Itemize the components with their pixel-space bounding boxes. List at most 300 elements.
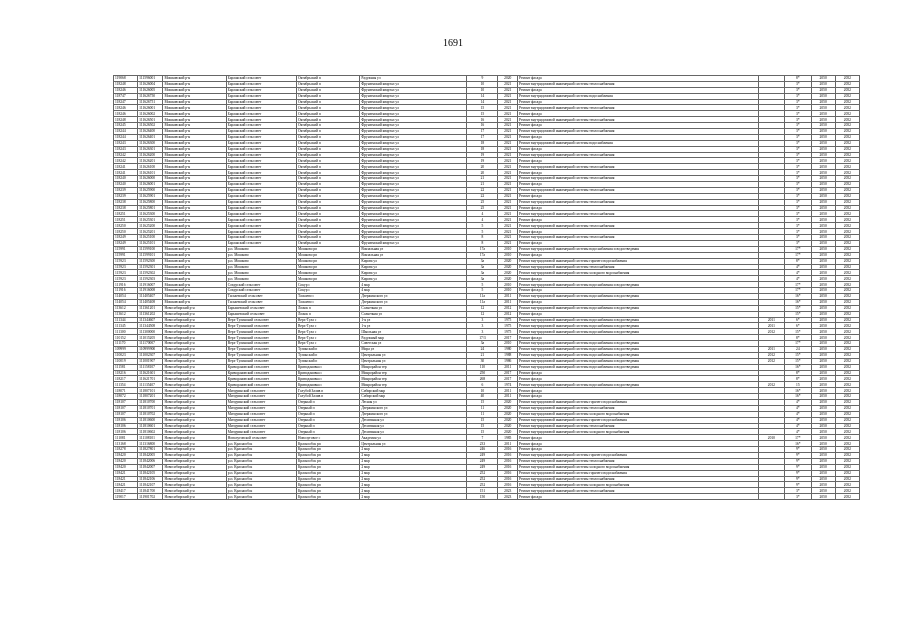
street-cell: Советская ул — [360, 341, 467, 347]
element-id-cell: 111361202 — [138, 311, 163, 317]
settlement-cell: Октябрьский п — [297, 117, 360, 123]
house-id-cell: 111081 — [114, 435, 138, 441]
plan-end-cell: 2052 — [835, 187, 859, 193]
settlement-cell: Мошково рп — [297, 270, 360, 276]
house-number-cell: 19 — [467, 158, 498, 164]
house-id-cell: 118243 — [114, 146, 138, 152]
street-cell: Кирова ул — [360, 276, 467, 282]
plan-end-cell: 2052 — [835, 129, 859, 135]
commissioning-year-cell: 2021 — [498, 129, 518, 135]
settlement-cell: Октябрьский п — [297, 81, 360, 87]
plan-end-cell: 2052 — [835, 223, 859, 229]
house-id-cell: 118240 — [114, 176, 138, 182]
commissioning-year-cell: 1986 — [498, 358, 518, 364]
work-type-cell: Ремонт внутридомовой инженерной системы теплоснабжения — [518, 458, 759, 464]
wear-cell: 3* — [785, 140, 811, 146]
municipality-cell: Барлакский сельсовет — [226, 182, 296, 188]
district-cell: Новосибирский р-н — [163, 370, 226, 376]
wear-cell: 3* — [785, 158, 811, 164]
commissioning-year-cell: 1985 — [498, 435, 518, 441]
house-number-cell: 10 — [467, 87, 498, 93]
municipality-cell: р.п. Мошково — [226, 252, 296, 258]
house-number-cell: 3а — [467, 258, 498, 264]
street-cell: Дзержинского ул — [360, 293, 467, 299]
house-id-cell: 118241 — [114, 170, 138, 176]
plan-end-cell: 2052 — [835, 164, 859, 170]
municipality-cell: р.п. Мошково — [226, 264, 296, 270]
municipality-cell: Мичуринский сельсовет — [226, 394, 296, 400]
house-number-cell: 17а — [467, 246, 498, 252]
settlement-cell: Озерный п — [297, 411, 360, 417]
plan-start-cell: 2050 — [811, 335, 835, 341]
street-cell: Кирова ул — [360, 264, 467, 270]
commissioning-year-cell: 2021 — [498, 146, 518, 152]
house-id-cell: 119068 — [114, 76, 138, 82]
commissioning-year-cell: 2021 — [498, 235, 518, 241]
street-cell: 2 мкр — [360, 494, 467, 500]
plan-start-cell: 2050 — [811, 76, 835, 82]
district-cell: Мошковский р-н — [163, 293, 226, 299]
house-number-cell: 30 — [467, 358, 498, 364]
house-id-cell: 118248 — [114, 117, 138, 123]
street-cell: Фрунзенский квартал ул — [360, 158, 467, 164]
municipality-cell: Верх-Тулинский сельсовет — [226, 352, 296, 358]
commissioning-year-cell: 2012 — [498, 311, 518, 317]
commissioning-year-cell: 2020 — [498, 270, 518, 276]
house-id-cell: 118246 — [114, 111, 138, 117]
house-id-cell: 119017 — [114, 494, 138, 500]
house-number-cell: 16 — [467, 123, 498, 129]
district-cell: Мошковский р-н — [163, 288, 226, 294]
settlement-cell: Октябрьский п — [297, 105, 360, 111]
house-number-cell: 150 — [467, 494, 498, 500]
wear-cell: 9* — [785, 447, 811, 453]
house-id-cell: 115923 — [114, 264, 138, 270]
settlement-cell: Верх-Тула с — [297, 317, 360, 323]
plan-end-cell: 2052 — [835, 229, 859, 235]
municipality-cell: р.п. Краснообск — [226, 488, 296, 494]
wear-cell: 9* — [785, 476, 811, 482]
district-cell: Мошковский р-н — [163, 123, 226, 129]
element-id-cell: 111592301 — [138, 264, 163, 270]
element-id-cell: 111827801 — [138, 447, 163, 453]
district-cell: Новосибирский р-н — [163, 358, 226, 364]
commissioning-year-cell: 2020 — [498, 423, 518, 429]
settlement-cell: Краснообск рп — [297, 494, 360, 500]
street-cell: Микрорайон тер — [360, 376, 467, 382]
plan-end-cell: 2052 — [835, 240, 859, 246]
house-number-cell: 4 — [467, 217, 498, 223]
street-cell: Фрунзенский квартал ул — [360, 93, 467, 99]
house-number-cell: 18 — [467, 146, 498, 152]
plan-start-cell: 2050 — [811, 317, 835, 323]
district-cell: Новосибирский р-н — [163, 494, 226, 500]
plan-end-cell: 2052 — [835, 205, 859, 211]
settlement-cell: Краснообск рп — [297, 441, 360, 447]
house-id-cell: 118250 — [114, 223, 138, 229]
district-cell: Мошковский р-н — [163, 87, 226, 93]
district-cell: Новосибирский р-н — [163, 317, 226, 323]
element-id-cell: 111405407 — [138, 293, 163, 299]
municipality-cell: Барышевский сельсовет — [226, 305, 296, 311]
district-cell: Новосибирский р-н — [163, 346, 226, 352]
plan-end-cell: 2052 — [835, 293, 859, 299]
wear-cell: 4* — [785, 276, 811, 282]
house-id-cell: 118241 — [114, 164, 138, 170]
commissioning-year-cell: 2011 — [498, 293, 518, 299]
street-cell: Фрунзенский квартал ул — [360, 217, 467, 223]
plan-end-cell: 2052 — [835, 270, 859, 276]
plan-end-cell: 2052 — [835, 134, 859, 140]
settlement-cell: Таскаево с — [297, 299, 360, 305]
plan-end-cell: 2052 — [835, 211, 859, 217]
plan-start-cell: 2050 — [811, 364, 835, 370]
commissioning-year-cell: 2012 — [498, 305, 518, 311]
municipality-cell: Барлакский сельсовет — [226, 99, 296, 105]
work-type-cell: Ремонт фасада — [518, 182, 759, 188]
settlement-cell: Озерный п — [297, 405, 360, 411]
street-cell: Солнечная ул — [360, 305, 467, 311]
plan-start-cell: 2050 — [811, 111, 835, 117]
work-type-cell: Ремонт фасада — [518, 134, 759, 140]
plan-end-cell: 2052 — [835, 429, 859, 435]
plan-end-cell: 2052 — [835, 117, 859, 123]
settlement-cell: Октябрьский п — [297, 123, 360, 129]
house-number-cell: 249 — [467, 458, 498, 464]
settlement-cell: Ложок п — [297, 311, 360, 317]
house-id-cell: 118106 — [114, 417, 138, 423]
municipality-cell: Мичуринский сельсовет — [226, 429, 296, 435]
house-number-cell: 5 — [467, 223, 498, 229]
settlement-cell: Тулинский п — [297, 352, 360, 358]
work-type-cell: Ремонт внутридомовой инженерной системы холодного водоснабжения — [518, 411, 759, 417]
street-cell: Центральная ул — [360, 441, 467, 447]
commissioning-year-cell: 2021 — [498, 182, 518, 188]
commissioning-year-cell: 2021 — [498, 170, 518, 176]
commissioning-year-cell: 2016 — [498, 458, 518, 464]
wear-cell: 4* — [785, 417, 811, 423]
street-cell: Фрунзенский квартал ул — [360, 193, 467, 199]
element-id-cell: 111626301 — [138, 146, 163, 152]
district-cell: Новосибирский р-н — [163, 435, 226, 441]
house-id-cell: 110019 — [114, 358, 138, 364]
street-cell: Фрунзенский квартал ул — [360, 111, 467, 117]
plan-start-cell: 2050 — [811, 223, 835, 229]
street-cell: Фрунзенский квартал ул — [360, 176, 467, 182]
municipality-cell: Барлакский сельсовет — [226, 187, 296, 193]
district-cell: Мошковский р-н — [163, 240, 226, 246]
street-cell: Десятинная ул — [360, 429, 467, 435]
work-type-cell: Ремонт фасада — [518, 217, 759, 223]
settlement-cell: Октябрьский п — [297, 205, 360, 211]
house-number-cell: 15 — [467, 105, 498, 111]
street-cell: Фрунзенский квартал ул — [360, 87, 467, 93]
house-id-cell: 118246 — [114, 87, 138, 93]
district-cell: Мошковский р-н — [163, 146, 226, 152]
house-number-cell: 3а — [467, 270, 498, 276]
commissioning-year-cell: 2021 — [498, 111, 518, 117]
work-type-cell: Ремонт внутридомовой инженерной системы теплоснабжения — [518, 488, 759, 494]
element-id-cell: 111621701 — [138, 376, 163, 382]
work-type-cell: Ремонт внутридомовой инженерной системы водоснабжения и водоотведения — [518, 246, 759, 252]
element-id-cell: 111626005 — [138, 87, 163, 93]
municipality-cell: Верх-Тулинский сельсовет — [226, 341, 296, 347]
plan-start-cell: 2050 — [811, 264, 835, 270]
wear-cell: 17* — [785, 341, 811, 347]
plan-start-cell: 2050 — [811, 117, 835, 123]
house-number-cell: 3а — [467, 276, 498, 282]
settlement-cell: Таскаево с — [297, 293, 360, 299]
plan-end-cell: 2052 — [835, 276, 859, 282]
street-cell: 4 мкр — [360, 282, 467, 288]
work-type-cell: Ремонт фасада — [518, 87, 759, 93]
house-number-cell: 15 — [467, 423, 498, 429]
wear-cell: 15* — [785, 311, 811, 317]
element-id-cell: 111599100 — [138, 246, 163, 252]
element-id-cell: 111626401 — [138, 134, 163, 140]
municipality-cell: Барышевский сельсовет — [226, 311, 296, 317]
settlement-cell: Октябрьский п — [297, 129, 360, 135]
plan-start-cell: 2050 — [811, 453, 835, 459]
plan-end-cell: 2052 — [835, 435, 859, 441]
element-id-cell: 111626101 — [138, 170, 163, 176]
municipality-cell: Барлакский сельсовет — [226, 158, 296, 164]
work-type-cell: Ремонт фасада — [518, 252, 759, 258]
municipality-cell: Барлакский сельсовет — [226, 87, 296, 93]
wear-cell: 16* — [785, 299, 811, 305]
district-cell: Мошковский р-н — [163, 176, 226, 182]
municipality-cell: Верх-Тулинский сельсовет — [226, 323, 296, 329]
house-id-cell: 113612 — [114, 305, 138, 311]
commissioning-year-cell: 2017 — [498, 376, 518, 382]
element-id-cell: 111626502 — [138, 123, 163, 129]
work-type-cell: Ремонт внутридомовой инженерной системы горячего водоснабжения — [518, 258, 759, 264]
work-type-cell: Ремонт внутридомовой инженерной системы холодного водоснабжения — [518, 270, 759, 276]
municipality-cell: Сокурский сельсовет — [226, 282, 296, 288]
wear-cell: 3* — [785, 99, 811, 105]
wear-cell: 16* — [785, 293, 811, 299]
street-cell: Фрунзенский квартал ул — [360, 182, 467, 188]
settlement-cell: Верх-Тула с — [297, 329, 360, 335]
house-id-cell: 118421 — [114, 482, 138, 488]
district-cell: Мошковский р-н — [163, 76, 226, 82]
district-cell: Мошковский р-н — [163, 229, 226, 235]
plan-start-cell: 2050 — [811, 441, 835, 447]
house-number-cell: 3 — [467, 323, 498, 329]
commissioning-year-cell: 2016 — [498, 482, 518, 488]
element-id-cell: 111810602 — [138, 429, 163, 435]
element-id-cell: 111015205 — [138, 335, 163, 341]
house-id-cell: 109999 — [114, 346, 138, 352]
commissioning-year-cell: 2016 — [498, 447, 518, 453]
district-cell: Новосибирский р-н — [163, 482, 226, 488]
settlement-cell: Мошково рп — [297, 258, 360, 264]
street-cell: Фрунзенский квартал ул — [360, 164, 467, 170]
work-type-cell: Ремонт внутридомовой инженерной системы водоснабжения и водоотведения — [518, 323, 759, 329]
municipality-cell: Барлакский сельсовет — [226, 193, 296, 199]
house-number-cell: 20 — [467, 170, 498, 176]
commissioning-year-cell: 2021 — [498, 81, 518, 87]
wear-cell: 3* — [785, 93, 811, 99]
municipality-cell: Барлакский сельсовет — [226, 152, 296, 158]
work-type-cell: Ремонт внутридомовой инженерной системы теплоснабжения — [518, 164, 759, 170]
municipality-cell: Барлакский сельсовет — [226, 76, 296, 82]
wear-cell: 15* — [785, 305, 811, 311]
plan-end-cell: 2052 — [835, 453, 859, 459]
plan-end-cell: 2052 — [835, 311, 859, 317]
plan-start-cell: 2050 — [811, 81, 835, 87]
street-cell: Микрорайон тер — [360, 370, 467, 376]
street-cell: 2 мкр — [360, 482, 467, 488]
plan-start-cell: 2050 — [811, 423, 835, 429]
element-id-cell: 111625101 — [138, 240, 163, 246]
house-id-cell: 118747 — [114, 93, 138, 99]
commissioning-year-cell: 2020 — [498, 429, 518, 435]
element-id-cell: 111344508 — [138, 323, 163, 329]
element-id-cell: 111810701 — [138, 405, 163, 411]
house-id-cell: 118251 — [114, 211, 138, 217]
plan-start-cell: 2050 — [811, 458, 835, 464]
district-cell: Мошковский р-н — [163, 170, 226, 176]
district-cell: Новосибирский р-н — [163, 405, 226, 411]
street-cell: 2 мкр — [360, 476, 467, 482]
house-id-cell: 115991 — [114, 246, 138, 252]
settlement-cell: Октябрьский п — [297, 229, 360, 235]
settlement-cell: Краснообск рп — [297, 470, 360, 476]
plan-start-cell: 2050 — [811, 99, 835, 105]
house-id-cell: 118107 — [114, 411, 138, 417]
district-cell: Новосибирский р-н — [163, 341, 226, 347]
municipality-cell: Барлакский сельсовет — [226, 117, 296, 123]
plan-end-cell: 2052 — [835, 81, 859, 87]
work-type-cell: Ремонт внутридомовой инженерной системы горячего водоснабжения — [518, 417, 759, 423]
element-id-cell: 111599101 — [138, 252, 163, 258]
house-number-cell: 5 — [467, 282, 498, 288]
street-cell: Фрунзенский квартал ул — [360, 81, 467, 87]
plan-end-cell: 2052 — [835, 352, 859, 358]
commissioning-year-cell: 1980 — [498, 346, 518, 352]
plan-end-cell: 2052 — [835, 99, 859, 105]
house-number-cell: 20 — [467, 164, 498, 170]
wear-cell: 3* — [785, 105, 811, 111]
plan-start-cell: 2050 — [811, 258, 835, 264]
district-cell: Мошковский р-н — [163, 105, 226, 111]
wear-cell: 9* — [785, 470, 811, 476]
settlement-cell: Краснообск рп — [297, 488, 360, 494]
plan-start-cell: 2050 — [811, 447, 835, 453]
house-id-cell: 111170 — [114, 341, 138, 347]
plan-start-cell: 2050 — [811, 399, 835, 405]
district-cell: Мошковский р-н — [163, 270, 226, 276]
street-cell: Фрунзенский квартал ул — [360, 99, 467, 105]
element-id-cell: 111842105 — [138, 470, 163, 476]
element-id-cell: 111810600 — [138, 417, 163, 423]
plan-end-cell: 2052 — [835, 282, 859, 288]
street-cell: Фрунзенский квартал ул — [360, 229, 467, 235]
district-cell: Мошковский р-н — [163, 158, 226, 164]
plan-start-cell: 2050 — [811, 235, 835, 241]
municipality-cell: р.п. Мошково — [226, 258, 296, 264]
house-number-cell: 18 — [467, 140, 498, 146]
settlement-cell: Голубой Залив п — [297, 394, 360, 400]
plan-start-cell: 2050 — [811, 205, 835, 211]
district-cell: Новосибирский р-н — [163, 476, 226, 482]
district-cell: Новосибирский р-н — [163, 323, 226, 329]
district-cell: Мошковский р-н — [163, 205, 226, 211]
settlement-cell: Краснообск рп — [297, 453, 360, 459]
district-cell: Новосибирский р-н — [163, 411, 226, 417]
street-cell: 2 мкр — [360, 470, 467, 476]
plan-end-cell: 2052 — [835, 482, 859, 488]
commissioning-year-cell: 2020 — [498, 276, 518, 282]
element-id-cell: 111842107 — [138, 482, 163, 488]
municipality-cell: Таскаевский сельсовет — [226, 293, 296, 299]
house-number-cell: 15 — [467, 399, 498, 405]
street-cell: Фрунзенский квартал ул — [360, 199, 467, 205]
element-id-cell: 111625801 — [138, 205, 163, 211]
wear-cell: 3* — [785, 488, 811, 494]
house-id-cell: 118420 — [114, 464, 138, 470]
plan-start-cell: 2050 — [811, 376, 835, 382]
house-number-cell: 252 — [467, 482, 498, 488]
work-type-cell: Ремонт внутридомовой инженерной системы водоснабжения и водоотведения — [518, 358, 759, 364]
work-type-cell: Ремонт фасада — [518, 205, 759, 211]
plan-end-cell: 2052 — [835, 217, 859, 223]
element-id-cell: 111626004 — [138, 81, 163, 87]
commissioning-year-cell: 2016 — [498, 453, 518, 459]
wear-cell: 15* — [785, 329, 811, 335]
district-cell: Мошковский р-н — [163, 111, 226, 117]
house-id-cell: 111344 — [114, 317, 138, 323]
element-id-cell: 111625901 — [138, 193, 163, 199]
street-cell: Школьная ул — [360, 329, 467, 335]
house-number-cell: 6 — [467, 382, 498, 388]
house-number-cell: 16 — [467, 117, 498, 123]
street-cell: Мира ул — [360, 346, 467, 352]
element-id-cell: 111810702 — [138, 411, 163, 417]
municipality-cell: Барлакский сельсовет — [226, 170, 296, 176]
commissioning-year-cell: 2021 — [498, 223, 518, 229]
municipality-cell: Сокурский сельсовет — [226, 288, 296, 294]
house-id-cell: 111300 — [114, 329, 138, 335]
commissioning-year-cell: 2011 — [498, 299, 518, 305]
plan-start-cell: 2050 — [811, 282, 835, 288]
settlement-cell: Голубой Залив п — [297, 388, 360, 394]
work-type-cell: Ремонт внутридомовой инженерной системы теплоснабжения — [518, 105, 759, 111]
house-id-cell: 111916 — [114, 288, 138, 294]
house-id-cell: 118217 — [114, 376, 138, 382]
element-id-cell: 111626400 — [138, 129, 163, 135]
district-cell: Мошковский р-н — [163, 129, 226, 135]
house-number-cell: 3 — [467, 329, 498, 335]
street-cell: Микрорайон тер — [360, 364, 467, 370]
work-type-cell: Ремонт внутридомовой инженерной системы теплоснабжения — [518, 129, 759, 135]
plan-end-cell: 2052 — [835, 488, 859, 494]
plan-end-cell: 2052 — [835, 464, 859, 470]
settlement-cell: Октябрьский п — [297, 99, 360, 105]
work-type-cell: Ремонт фасада — [518, 229, 759, 235]
plan-end-cell: 2052 — [835, 235, 859, 241]
work-type-cell: Ремонт внутридомовой инженерной системы водоснабжения и водоотведения — [518, 282, 759, 288]
street-cell: 1-я ул — [360, 323, 467, 329]
commissioning-year-cell: 2010 — [498, 246, 518, 252]
element-id-cell: 111625100 — [138, 235, 163, 241]
house-id-cell: 111345 — [114, 323, 138, 329]
plan-end-cell: 2052 — [835, 264, 859, 270]
element-id-cell: 111300000 — [138, 329, 163, 335]
district-cell: Мошковский р-н — [163, 99, 226, 105]
street-cell: Десятинная ул — [360, 417, 467, 423]
